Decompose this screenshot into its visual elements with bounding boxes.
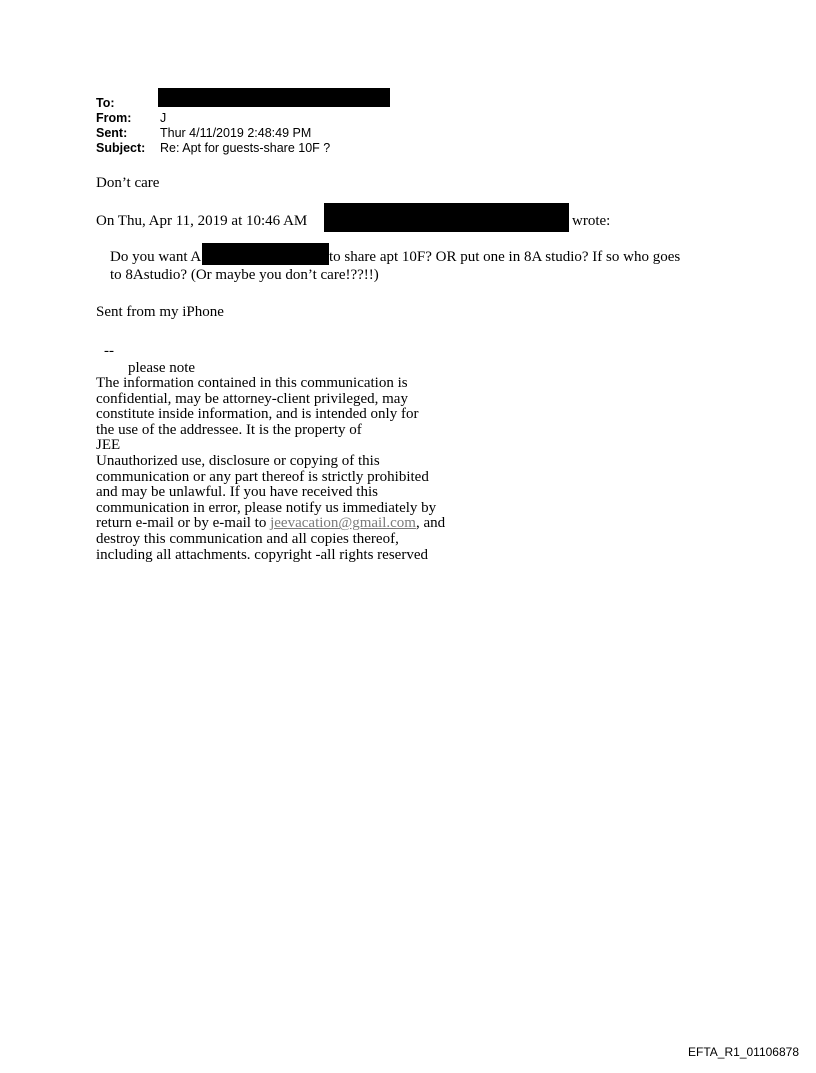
subject-label: Subject: (96, 141, 146, 155)
from-label: From: (96, 111, 132, 125)
redaction-quote (202, 243, 329, 265)
from-value: J (160, 111, 167, 125)
disclaimer-line: communication or any part thereof is strictly prohibited (96, 468, 429, 485)
disclaimer-line: destroy this communication and all copies thereof, (96, 530, 399, 547)
quote-intro-suffix: wrote: (572, 213, 611, 229)
disclaimer-line: and may be unlawful. If you have received this (96, 484, 378, 501)
disclaimer-line: The information contained in this communication is (96, 375, 408, 391)
quote-line-2: to 8Astudio? (Or maybe you don’t care!??!!) (110, 267, 379, 283)
separator: -- (104, 343, 114, 359)
sent-value: Thur 4/11/2019 2:48:49 PM (160, 126, 312, 140)
quote-line-1-prefix: Do you want A (110, 249, 202, 265)
quote-intro-prefix: On Thu, Apr 11, 2019 at 10:46 AM (96, 213, 308, 229)
disclaimer-line: including all attachments. copyright -all rights reserved (96, 546, 428, 563)
disclaimer-email-suffix: , and (415, 515, 446, 532)
confidentiality-disclaimer (96, 376, 445, 563)
quote-line-1-suffix: to share apt 10F? OR put one in 8A studio? If so who goes (329, 249, 681, 265)
subject-value: Re: Apt for guests-share 10F ? (160, 141, 331, 155)
disclaimer-line: Unauthorized use, disclosure or copying of this (96, 452, 380, 469)
sent-label: Sent: (96, 126, 128, 140)
disclaimer-line: the use of the addressee. It is the property of (96, 421, 362, 438)
disclaimer-line: communication in error, please notify us immediately by (96, 499, 437, 516)
disclaimer-line: confidential, may be attorney-client privileged, may (96, 390, 408, 407)
disclaimer-email-prefix: return e-mail or by e-mail to (96, 515, 271, 532)
signature: Sent from my iPhone (96, 304, 224, 320)
redaction-to (158, 88, 390, 107)
disclaimer-line: constitute inside information, and is intended only for (96, 406, 419, 423)
disclaimer-email-line (96, 516, 445, 532)
redaction-sender (324, 203, 569, 232)
reply-text: Don’t care (96, 175, 160, 191)
disclaimer-line: JEE (96, 437, 121, 454)
email-link[interactable]: jeevacation@gmail.com (270, 515, 416, 532)
please-note: please note (128, 360, 196, 376)
to-label: To: (96, 96, 115, 110)
document-id: EFTA_R1_01106878 (688, 1045, 799, 1059)
